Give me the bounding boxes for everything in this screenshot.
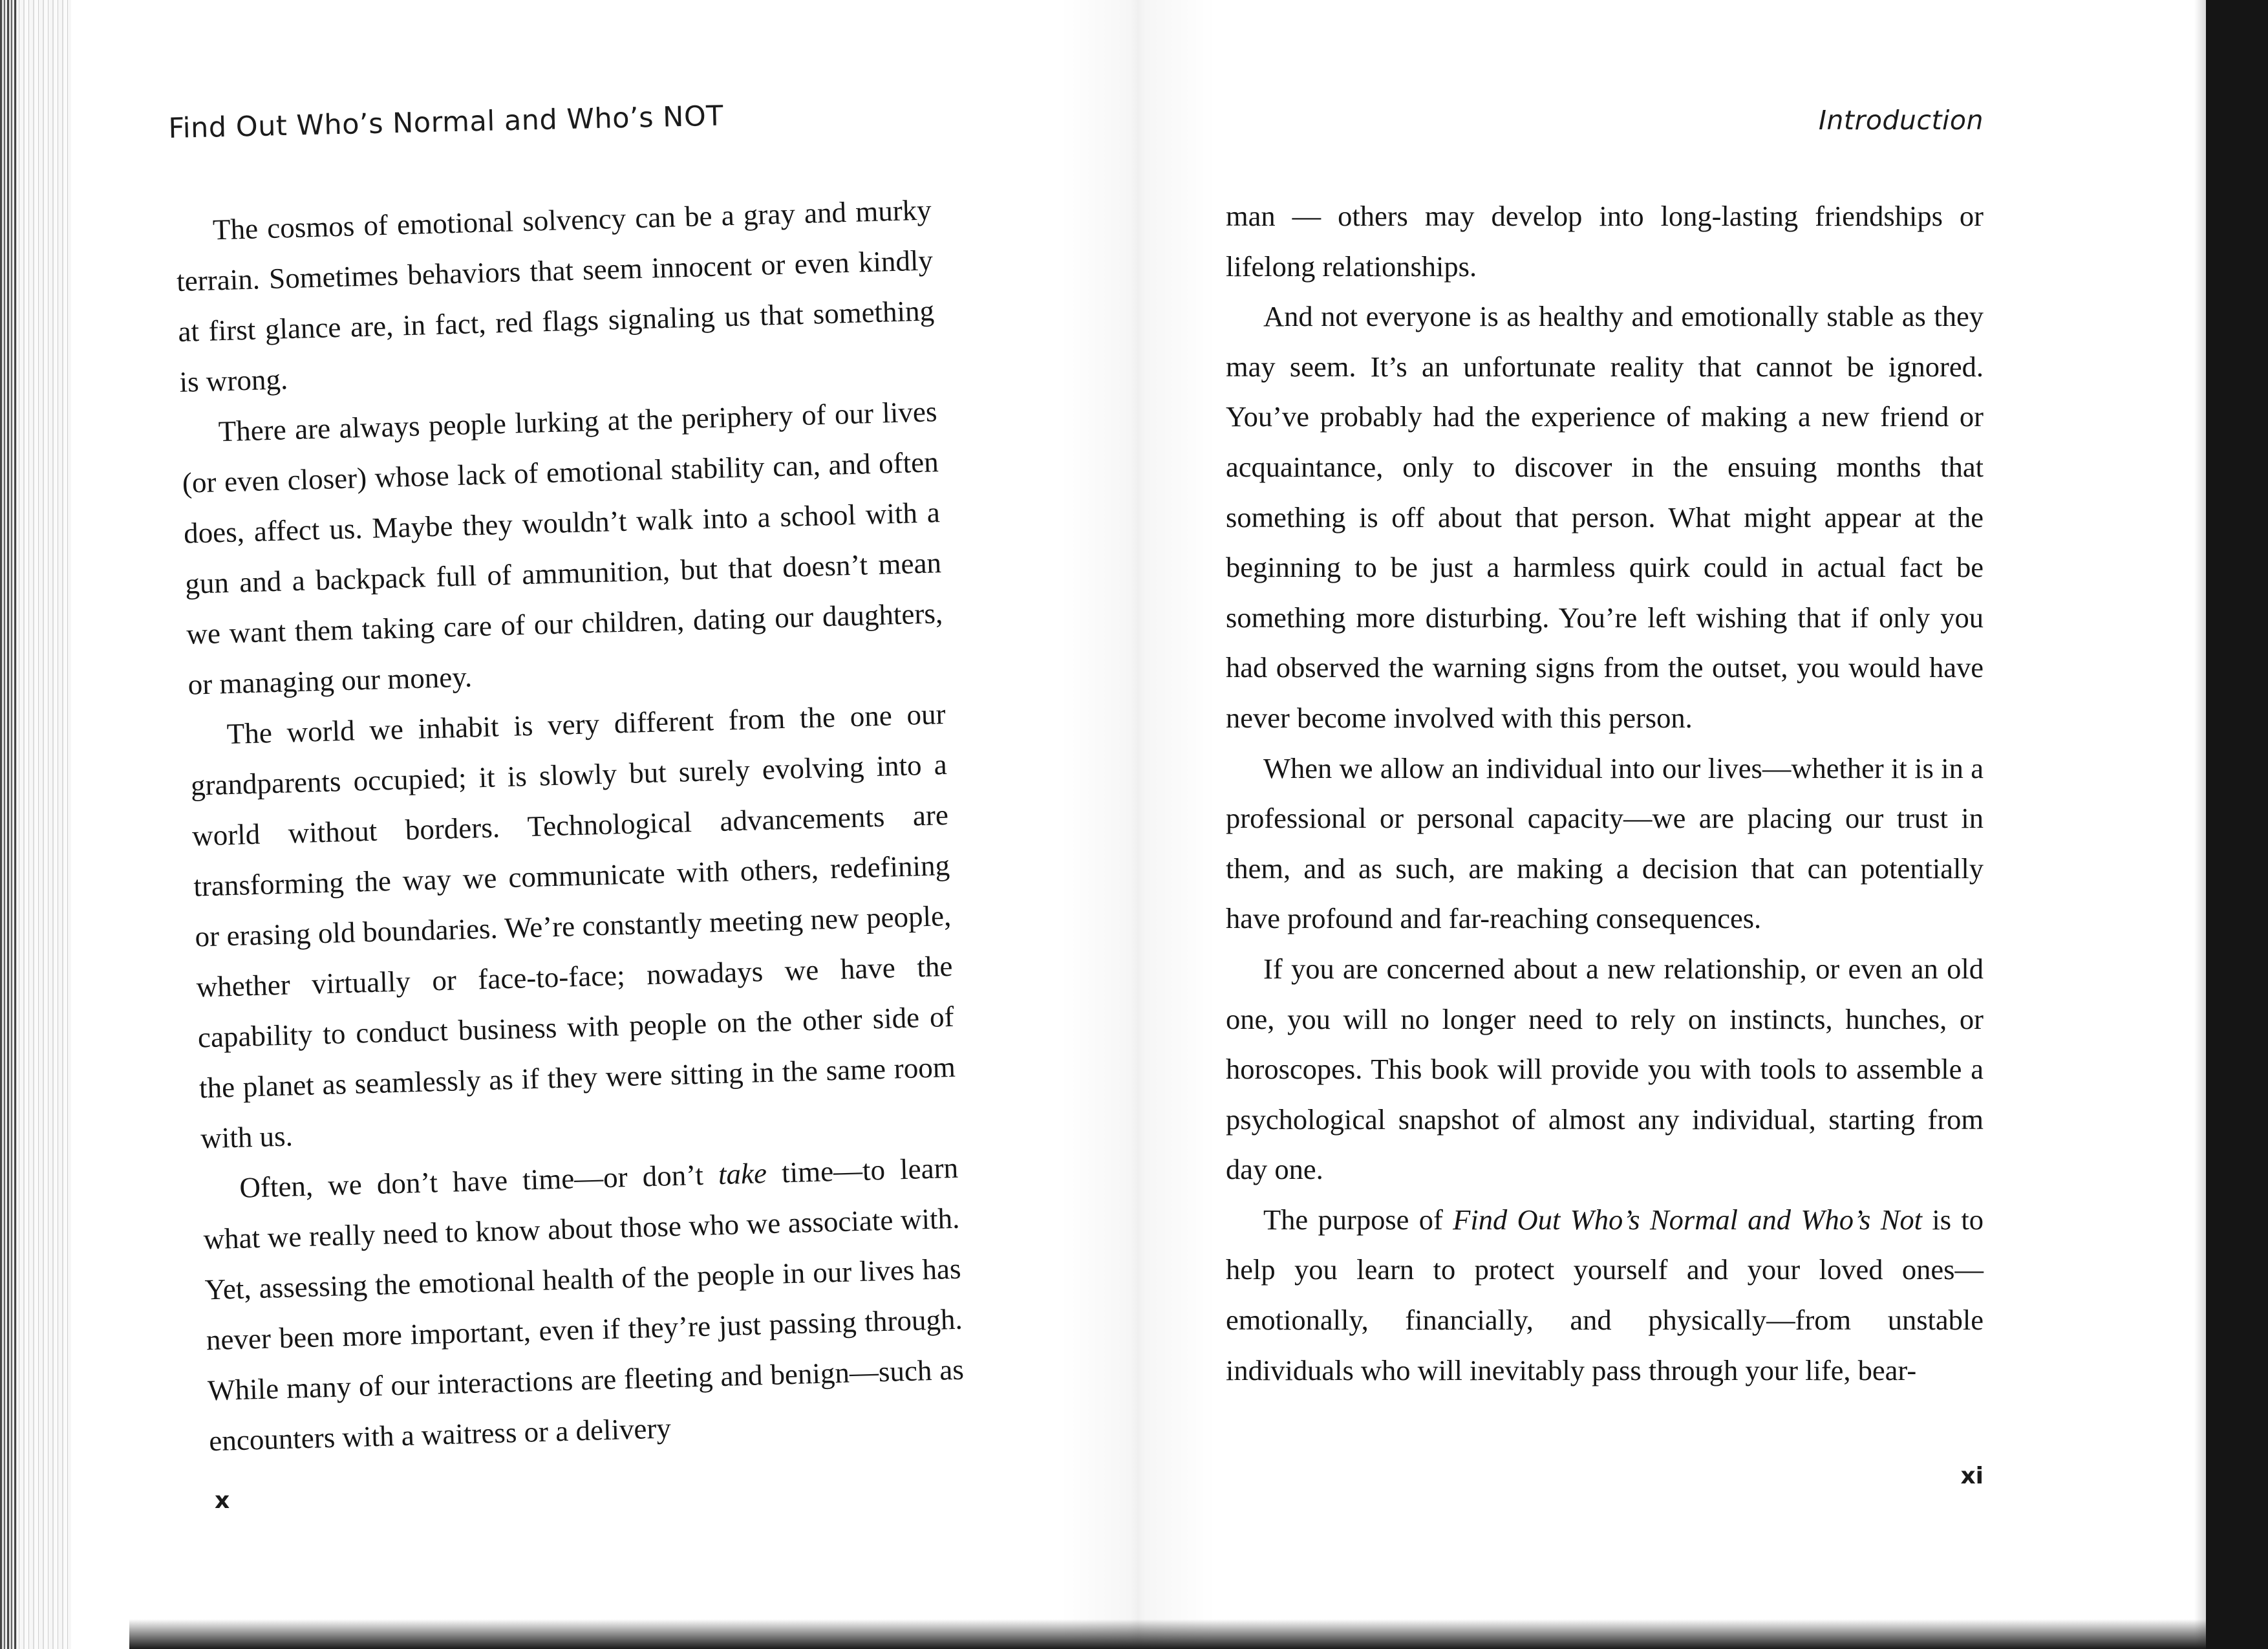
paragraph-4-text-a: Often, we don’t have time—or don’t [239, 1158, 719, 1204]
page-curl-right [2194, 0, 2206, 1649]
scan-background-right [2206, 0, 2268, 1649]
right-page-body [1226, 191, 1984, 1396]
paragraph-8-text-b: is to help you learn to protect yourself and your loved ones—emotionally, financially, and physically—from unstable individuals who will inevitably pass through your life, bear- [1226, 1203, 1984, 1386]
paragraph-3: The world we inhabit is very different from the one our grandparents occupied; it is slowly but surely evolving into a world without borders. Technological advancements are transforming the way we communicate with others, redefining or erasing old boundaries. We’re constantly meeting new people, whether virtually or face-to-face; nowadays we have the capability to conduct business with people on the other side of the planet as seamlessly as if they were sitting in the same room with us. [190, 698, 956, 1155]
continuation-paragraph: man — others may develop into long-lasting friendships or lifelong relationships. [1226, 200, 1984, 283]
gutter-shadow [1060, 0, 1215, 1649]
paragraph-2: There are always people lurking at the periphery of our lives (or even closer) whose lack of emotional stability can, and often does, affect us. Maybe they wouldn’t walk into a school with a gun and a backpack full of ammunition, but that doesn’t mean we want them taking care of our children, dating our daughters, or managing our money. [182, 395, 943, 701]
paragraph-6: When we allow an individual into our lives—whether it is in a professional or personal capacity—we are placing our trust in them, and as such, are making a decision that can potentially have profound and far-reaching consequences. [1226, 751, 1984, 935]
paragraph-7: If you are concerned about a new relationship, or even an old one, you will no longer need to rely on instincts, hunches, or horoscopes. This book will provide you with tools to assemble a psychological snapshot of almost any individual, starting from day one. [1226, 952, 1984, 1186]
paragraph-8-text-a: The purpose of [1263, 1203, 1453, 1236]
running-head-left: Find Out Who’s Normal and Who’s NOT [168, 100, 724, 145]
paragraph-4-text-b: time—to learn what we really need to know about those who we associate with. Yet, assessing the emotional health of the people in our lives has never been more important, even if they’re just passing through. While many of our interactions are fleeting and benign—such as encounters with a waitress or a delivery [202, 1151, 965, 1458]
paragraph-5: And not everyone is as healthy and emotionally stable as they may seem. It’s an unfortunate reality that cannot be ignored. You’ve probably had the experience of making a new friend or acquaintance, only to discover in the ensuing months that something is off about that person. What might appear at the beginning to be just a harmless quirk could in actual fact be something more disturbing. You’re left wishing that if only you had observed the warning signs from the outset, you would have never become involved with this person. [1226, 300, 1984, 734]
left-page [162, 0, 970, 1649]
paragraph-1: The cosmos of emotional solvency can be a gray and murky terrain. Sometimes behaviors that seem innocent or even kindly at first glance are, in fact, red flags signaling us that something is wrong. [176, 193, 935, 398]
running-head-right: Introduction [1818, 105, 1984, 136]
left-page-body [175, 184, 966, 1466]
right-page [1226, 0, 1984, 1649]
paragraph-4-italic: take [718, 1157, 767, 1191]
page-number-right: xi [1960, 1463, 1984, 1489]
paragraph-8 [1226, 1195, 1984, 1396]
paragraph-4 [201, 1143, 966, 1466]
page-number-left: x [215, 1487, 230, 1514]
book-title-italic: Find Out Who’s Normal and Who’s Not [1453, 1203, 1923, 1236]
binding-edge [0, 0, 17, 1649]
